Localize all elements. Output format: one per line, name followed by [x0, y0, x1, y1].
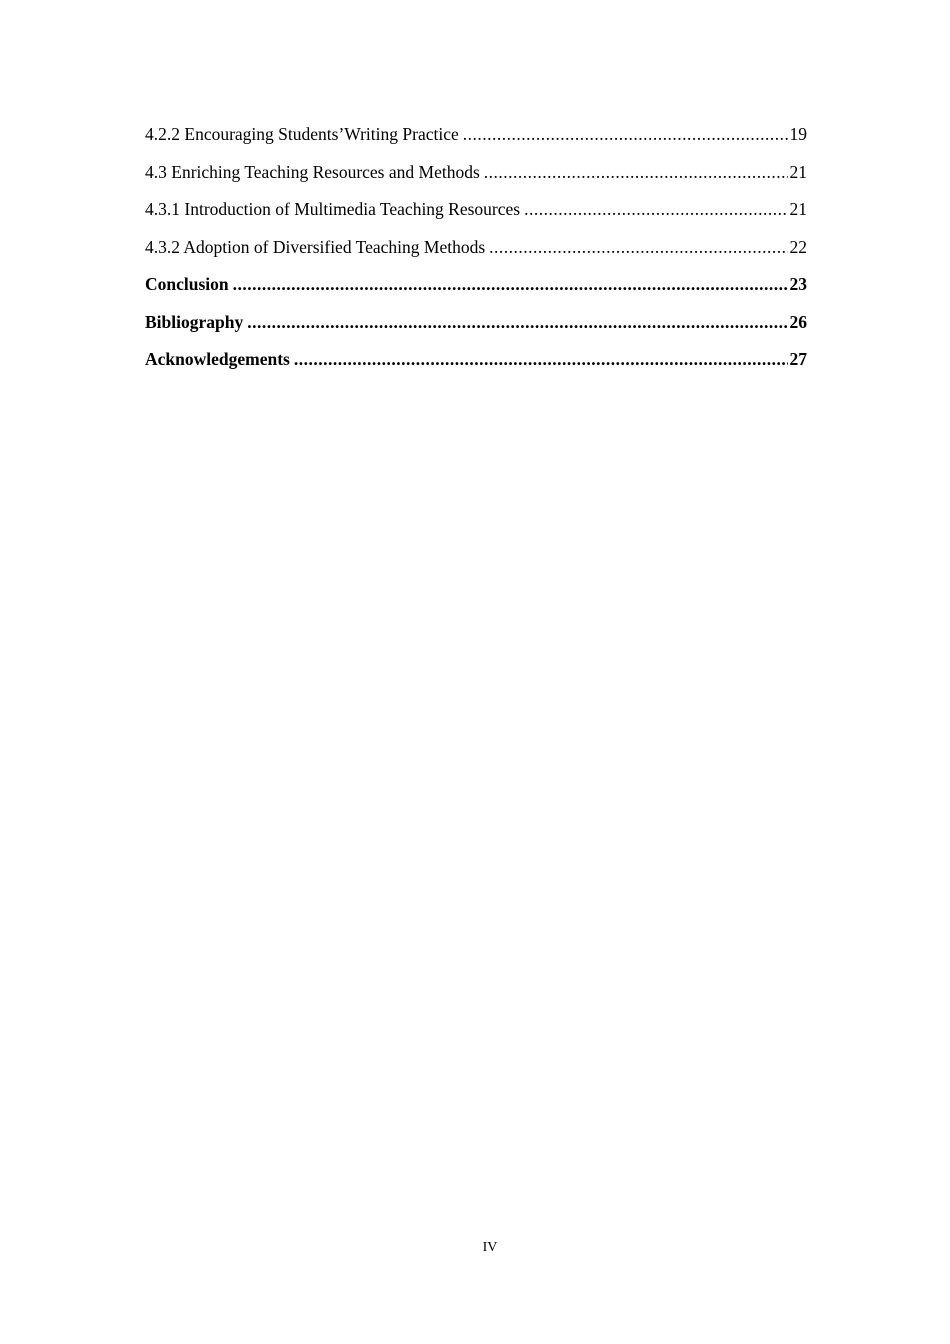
toc-entry-4-2-2[interactable] — [145, 122, 807, 160]
toc-entry-page: 27 — [789, 349, 807, 369]
toc-entry-title: 4.3.1 Introduction of Multimedia Teaching Resources — [145, 199, 521, 219]
toc-entry-page: 21 — [789, 161, 807, 182]
toc-dot-leader — [524, 197, 787, 221]
toc-dot-leader — [247, 310, 787, 334]
toc-entry-title: Acknowledgements — [145, 349, 290, 369]
toc-entry-page: 22 — [789, 236, 807, 257]
toc-dot-leader — [294, 347, 788, 371]
toc-entry-acknowledgements[interactable] — [145, 347, 807, 385]
toc-dot-leader — [463, 122, 788, 146]
toc-entry-title: 4.3.2 Adoption of Diversified Teaching Methods — [145, 236, 486, 257]
toc-dot-leader — [484, 160, 788, 184]
table-of-contents — [145, 122, 807, 385]
toc-entry-page: 19 — [789, 124, 807, 144]
toc-entry-page: 23 — [789, 274, 807, 294]
toc-entry-title: 4.3 Enriching Teaching Resources and Methods — [145, 161, 480, 182]
toc-entry-title: Bibliography — [145, 311, 244, 332]
toc-entry-4-3[interactable] — [145, 160, 807, 198]
toc-entry-bibliography[interactable] — [145, 310, 807, 348]
page-number: IV — [482, 1240, 498, 1255]
toc-dot-leader — [233, 272, 788, 296]
toc-entry-title: Conclusion — [145, 274, 229, 294]
toc-entry-conclusion[interactable] — [145, 272, 807, 310]
toc-entry-4-3-2[interactable] — [145, 235, 807, 273]
toc-entry-page: 26 — [789, 311, 807, 332]
toc-dot-leader — [489, 235, 787, 259]
toc-entry-page: 21 — [789, 199, 807, 219]
toc-entry-4-3-1[interactable] — [145, 197, 807, 235]
toc-entry-title: 4.2.2 Encouraging Students’Writing Practice — [145, 124, 459, 144]
